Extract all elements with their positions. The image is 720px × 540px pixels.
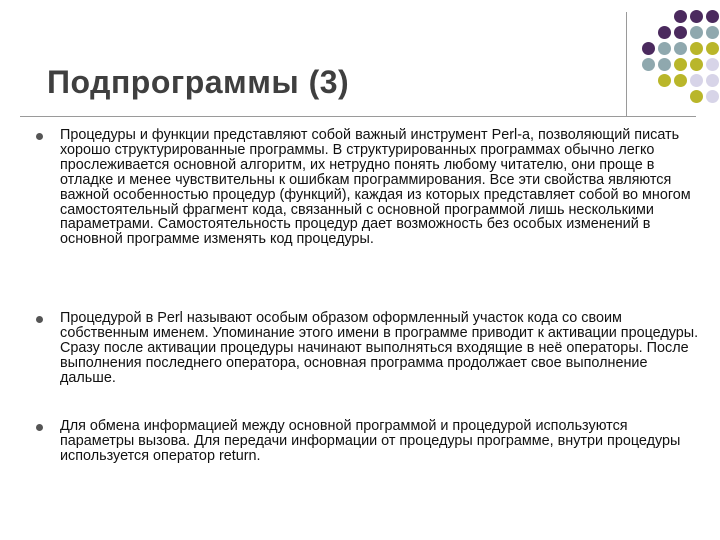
decorative-dot-grid <box>642 10 720 110</box>
decorative-dot <box>690 74 703 87</box>
decorative-dot <box>658 74 671 87</box>
decorative-dot <box>690 26 703 39</box>
bullet-text: Для обмена информацией между основной программой и процедурой используются параметры вызова. Для передачи информации от процедуры программе, внутри процедуры используется оператор return. <box>60 418 681 464</box>
bullet-item <box>36 128 700 247</box>
decorative-dot <box>706 10 719 23</box>
decorative-dot <box>642 58 655 71</box>
decorative-dot <box>674 26 687 39</box>
decorative-dot <box>658 42 671 55</box>
decorative-dot <box>690 10 703 23</box>
decorative-dot <box>706 26 719 39</box>
decorative-dot <box>706 58 719 71</box>
decorative-dot <box>690 58 703 71</box>
decorative-dot <box>642 42 655 55</box>
bullet-text: Процедуры и функции представляют собой важный инструмент Perl-а, позволяющий писать хорошо структурированные программы. В структурированных программах обычно легко прослеживается основной алгоритм, их нетрудно понять любому читателю, они проще в отладке и менее чувствительны к ошибкам программирования. Все эти свойства являются важной особенностью процедур (функций), каждая из которых представляет собой во многом самостоятельный фрагмент кода, связанный с основной программой лишь несколькими параметрами. Самостоятельность процедур дает возможность без особых изменений в основной программе изменять код процедуры. <box>60 127 691 248</box>
decorative-dot <box>706 42 719 55</box>
decorative-dot <box>690 42 703 55</box>
bullet-item <box>36 311 700 386</box>
slide-title: Подпрограммы (3) <box>47 64 350 100</box>
bullet-text: Процедурой в Perl называют особым образом оформленный участок кода со своим собственным именем. Упоминание этого имени в программе приводит к активации процедуры. Сразу после активации процедуры начинают выполняться входящие в неё операторы. После выполнения последнего оператора, основная программа продолжает свое выполнение дальше. <box>60 310 699 386</box>
decorative-dot <box>706 74 719 87</box>
bullet-dot-icon <box>36 316 43 323</box>
decorative-dot <box>674 10 687 23</box>
decorative-dot <box>706 90 719 103</box>
decorative-dot <box>674 42 687 55</box>
bullet-dot-icon <box>36 424 43 431</box>
bullet-item <box>36 419 700 464</box>
decorative-dot <box>674 58 687 71</box>
decorative-dot <box>658 58 671 71</box>
bullet-dot-icon <box>36 133 43 140</box>
decorative-dot <box>674 74 687 87</box>
decorative-dot <box>658 26 671 39</box>
vertical-divider <box>626 12 627 116</box>
decorative-dot <box>690 90 703 103</box>
horizontal-divider <box>20 116 696 117</box>
